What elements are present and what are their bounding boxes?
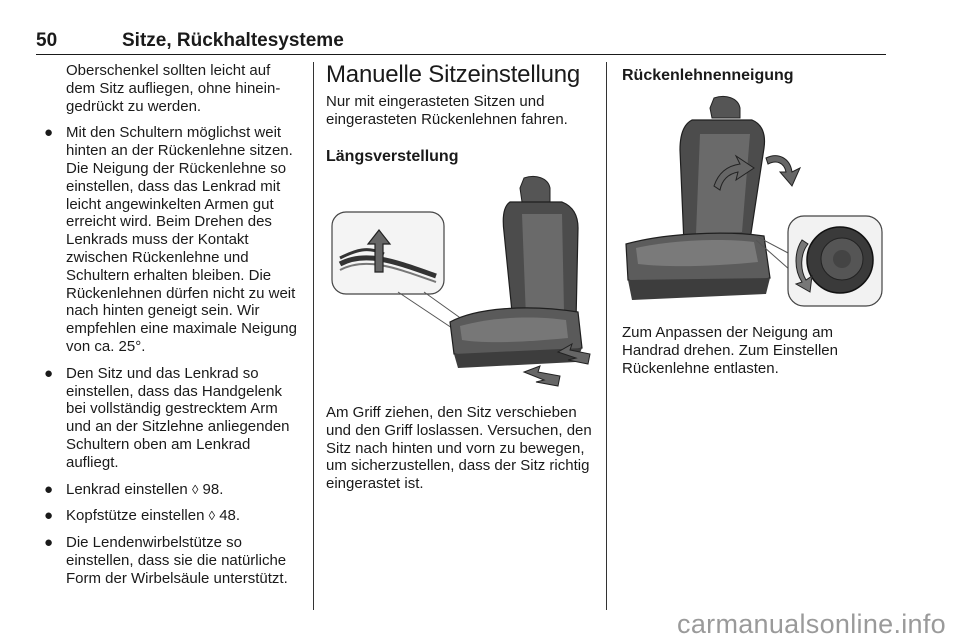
intro-text: Nur mit eingerasteten Sitzen und eingerasteten Rückenlehnen fahren. [326, 93, 568, 128]
page-reference-link[interactable]: 98. [202, 480, 224, 498]
bullet-list [44, 124, 302, 587]
list-item-text: Mit den Schultern möglichst weit hinten an der Rückenlehne sitzen. Die Neigung der Rückenlehne so einstellen, dass das Lenkrad mit leicht angewinkelten Armen gut erreicht wird. Beim Drehen des Lenkrads muss der Kontakt zwischen Rückenlehne und Schultern erhalten bleiben. Die Rückenlehnen dürfen nicht zu weit nach hinten geneigt sein. Wir empfehlen eine maximale Neigung von ca. 25°. [66, 124, 297, 355]
page-reference-icon: ◊ [208, 508, 216, 524]
subheading-backrest-tilt: Rückenlehnenneigung [622, 67, 794, 84]
column-divider [313, 62, 314, 610]
list-item [44, 124, 302, 355]
list-item [44, 481, 302, 499]
caption-longitudinal [326, 404, 598, 493]
list-item-text: Die Lendenwirbelstütze so einstellen, dass sie die natürliche Form der Wirbelsäule unterstützt. [66, 534, 288, 587]
list-item [44, 534, 302, 587]
backrest-tilt-illustration [622, 94, 884, 310]
caption-text: Am Griff ziehen, den Sitz verschieben und den Griff loslassen. Versuchen, den Sitz nach hinten und vorn zu bewegen, um sicherzustellen, dass der Sitz richtig eingerastet ist. [326, 404, 592, 493]
column-1 [44, 62, 302, 588]
column-divider [606, 62, 607, 610]
arrow-back-icon [524, 366, 560, 386]
bullet-icon: ● [44, 124, 54, 142]
subheading-longitudinal: Längsverstellung [326, 147, 459, 165]
bullet-icon: ● [44, 480, 54, 498]
caption-backrest-tilt [622, 324, 884, 377]
bullet-icon: ● [44, 507, 54, 525]
bullet-icon: ● [44, 364, 54, 382]
bullet-icon: ● [44, 534, 54, 552]
section-title: Sitze, Rückhaltesysteme [122, 30, 344, 51]
list-item-text: Lenkrad einstellen [66, 480, 188, 498]
watermark: carmanualsonline.info [677, 609, 946, 639]
caption-text: Zum Anpassen der Neigung am Handrad drehen. Zum Einstellen Rückenlehne entlasten. [622, 324, 838, 377]
list-item [44, 365, 302, 472]
page-reference-link[interactable]: 48. [219, 507, 241, 525]
continuation-text: Oberschenkel sollten leicht auf dem Sitz aufliegen, ohne hineingedrückt zu werden. [66, 62, 281, 115]
list-item-text: Den Sitz und das Lenkrad so einstellen, dass das Handgelenk bei vollständig gestrecktem Arm und an der Sitzlehne anliegenden Schultern oben am Lenkrad aufliegt. [66, 364, 290, 471]
seat-longitudinal-illustration [326, 172, 594, 390]
seat-icon [626, 96, 770, 300]
heading-manual-seat-adjustment: Manuelle Sitzeinstellung [326, 61, 581, 88]
column-3 [622, 62, 884, 85]
page-reference-icon: ◊ [191, 481, 199, 497]
seat-icon [450, 176, 582, 368]
column-2 [326, 62, 594, 166]
page-header [36, 30, 886, 55]
page-number: 50 [36, 30, 58, 51]
list-item [44, 507, 302, 525]
list-item-text: Kopfstütze einstellen [66, 507, 205, 525]
handle-inset [332, 212, 444, 294]
curved-arrow-icon [766, 156, 800, 186]
